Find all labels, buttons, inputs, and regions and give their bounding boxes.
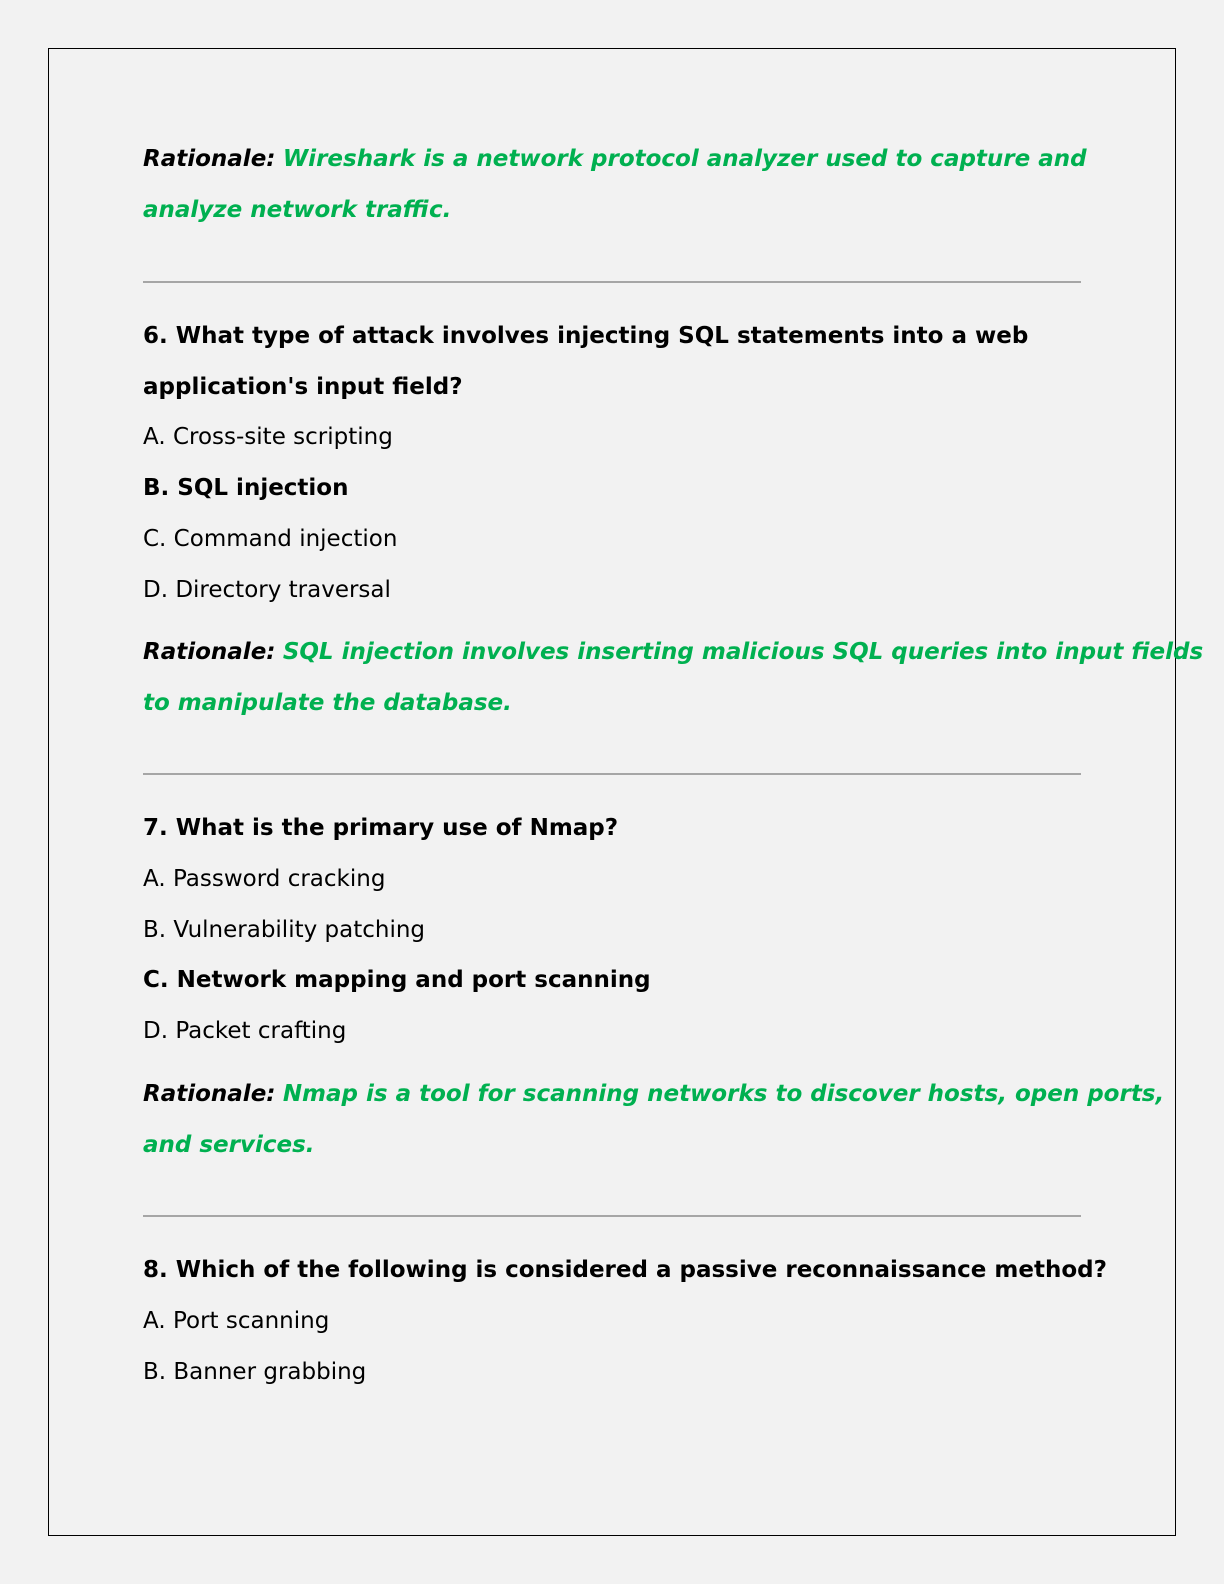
rationale-6-line-1 (143, 637, 1203, 667)
question-8-line-1: 8. Which of the following is considered a passive reconnaissance method? (143, 1257, 1107, 1283)
divider (143, 773, 1081, 775)
rationale-text: Nmap is a tool for scanning networks to discover hosts, open ports, (282, 1081, 1165, 1107)
question-7-line-1: 7. What is the primary use of Nmap? (143, 815, 619, 841)
rationale-7-line-1 (143, 1079, 1164, 1109)
question-7-option-c-correct: C. Network mapping and port scanning (143, 967, 651, 993)
rationale-5-line-2: analyze network traffic. (143, 197, 452, 223)
question-6-option-d: D. Directory traversal (143, 577, 391, 603)
question-6-option-b-correct: B. SQL injection (143, 475, 349, 501)
rationale-text: SQL injection involves inserting malicious SQL queries into input fields (282, 639, 1204, 665)
question-7-option-a: A. Password cracking (143, 866, 386, 892)
rationale-label: Rationale: (143, 639, 276, 665)
question-6-line-1: 6. What type of attack involves injecting SQL statements into a web (143, 323, 1029, 349)
rationale-6-line-2: to manipulate the database. (143, 690, 512, 716)
rationale-label: Rationale: (143, 1081, 276, 1107)
question-8-option-b: B. Banner grabbing (143, 1359, 367, 1385)
question-7-option-d: D. Packet crafting (143, 1018, 347, 1044)
question-7-option-b: B. Vulnerability patching (143, 917, 426, 943)
rationale-7-line-2: and services. (143, 1132, 315, 1158)
rationale-text: Wireshark is a network protocol analyzer used to capture and (282, 146, 1087, 172)
question-6-option-a: A. Cross-site scripting (143, 424, 393, 450)
divider (143, 281, 1081, 283)
divider (143, 1215, 1081, 1217)
rationale-label: Rationale: (143, 146, 276, 172)
question-6-option-c: C. Command injection (143, 526, 398, 552)
question-6-line-2: application's input field? (143, 374, 463, 400)
question-8-option-a: A. Port scanning (143, 1308, 330, 1334)
rationale-5-line-1 (143, 144, 1087, 174)
